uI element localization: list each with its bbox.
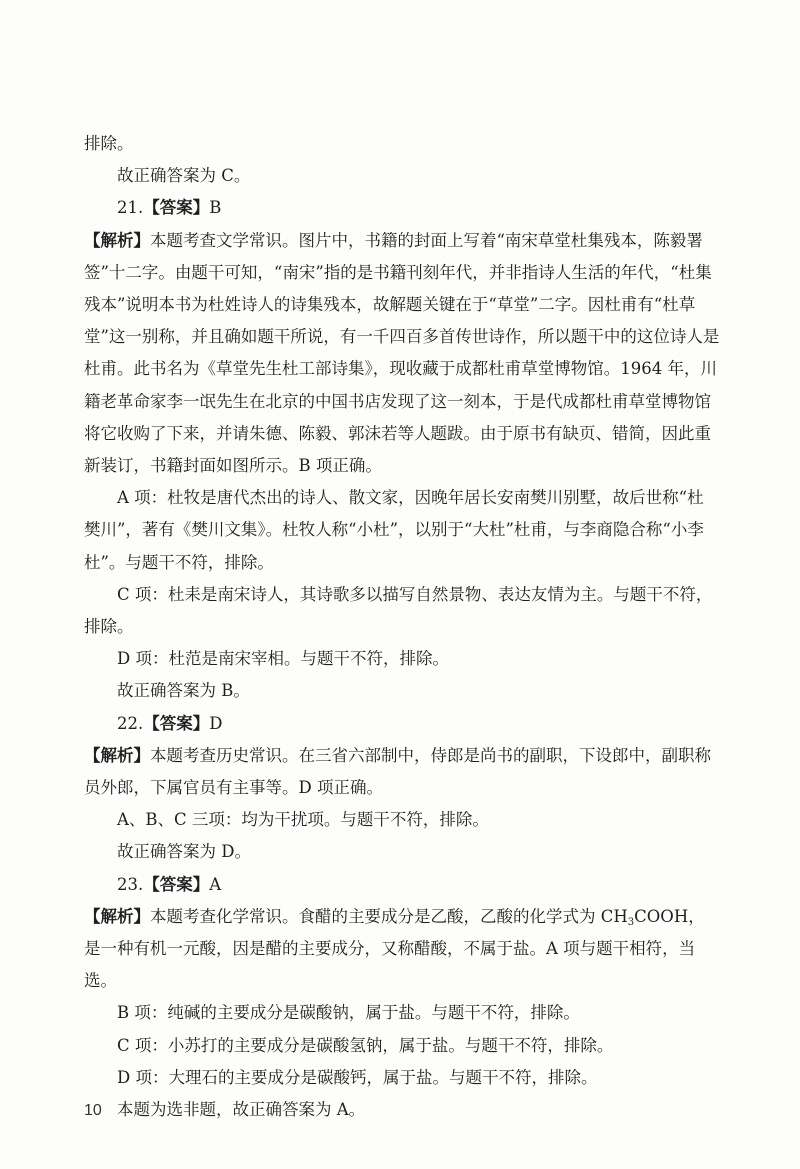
answer-22 [84, 708, 720, 740]
paragraph: 排除。 [84, 134, 134, 153]
answer-tag: 【答案】 [143, 198, 210, 218]
answer-value: D [209, 713, 223, 733]
analysis-text: 本题考查化学常识。食醋的主要成分是乙酸，乙酸的化学式为 CH [150, 906, 628, 926]
paragraph: A 项：杜牧是唐代杰出的诗人、散文家，因晚年居长安南樊川别墅，故后世称“杜樊川”，著有《樊川文集》。杜牧人称“小杜”，以别于“大杜”杜甫，与李商隐合称“小李杜”。与题干不符，排除。 [84, 488, 704, 572]
paragraph: 故正确答案为 D。 [117, 842, 251, 862]
answer-value: B [209, 198, 222, 218]
question-number: 21. [117, 198, 144, 218]
page-number: 10 [84, 1102, 102, 1119]
analysis-text: 本题考查历史常识。在三省六部制中，侍郎是尚书的副职，下设郎中，副职称员外郎，下属官员有主事等。D 项正确。 [84, 745, 711, 798]
analysis-tag: 【解析】 [84, 230, 150, 250]
paragraph: 故正确答案为 C。 [117, 166, 251, 186]
analysis-text-cont: COOH，是一种有机一元酸，因是醋的主要成分，又称醋酸，不属于盐。A 项与题干相符，当选。 [84, 906, 705, 991]
analysis-23 [84, 901, 720, 998]
analysis-22 [84, 740, 720, 804]
answer-tag: 【答案】 [143, 713, 210, 733]
answer-21 [84, 192, 720, 224]
answer-value: A [209, 874, 222, 894]
paragraph: C 项：杜耒是南宋诗人，其诗歌多以描写自然景物、表达友情为主。与题干不符，排除。 [84, 584, 713, 637]
analysis-21 [84, 225, 720, 483]
question-number: 23. [117, 874, 144, 894]
paragraph: D 项：大理石的主要成分是碳酸钙，属于盐。与题干不符，排除。 [117, 1067, 598, 1087]
paragraph: C 项：小苏打的主要成分是碳酸氢钠，属于盐。与题干不符，排除。 [117, 1035, 614, 1055]
paragraph: A、B、C 三项：均为干扰项。与题干不符，排除。 [117, 810, 489, 830]
question-number: 22. [117, 713, 144, 733]
paragraph: 本题为选非题，故正确答案为 A。 [117, 1100, 366, 1120]
analysis-tag: 【解析】 [84, 906, 150, 926]
analysis-tag: 【解析】 [84, 745, 150, 765]
formula-subscript: 3 [627, 916, 635, 928]
paragraph: B 项：纯碱的主要成分是碳酸钠，属于盐。与题干不符，排除。 [117, 1003, 580, 1023]
page-content [84, 128, 720, 1126]
paragraph: 故正确答案为 B。 [117, 681, 250, 701]
paragraph: D 项：杜范是南宋宰相。与题干不符，排除。 [117, 649, 449, 669]
answer-tag: 【答案】 [143, 874, 210, 894]
analysis-text: 本题考查文学常识。图片中，书籍的封面上写着“南宋草堂杜集残本，陈毅署签”十二字。由题干可知，“南宋”指的是书籍刊刻年代，并非指诗人生活的年代，“杜集残本”说明本书为杜姓诗人的诗集残本，故解题关键在于“草堂”二字。因杜甫有“杜草堂”这一别称，并且确如题干所说，有一千四百多首传世诗作，所以题干中的这位诗人是杜甫。此书名为《草堂先生杜工部诗集》，现收藏于成都杜甫草堂博物馆。1964 年，川籍老革命家李一氓先生在北京的中国书店发现了这一刻本，于是代成都杜甫草堂博物馆将它收购了下来，并请朱德、陈毅、郭沫若等人题跋。由于原书有缺页、错简，因此重新装订，书籍封面如图所示。B 项正确。 [84, 230, 720, 476]
answer-23 [84, 869, 720, 901]
